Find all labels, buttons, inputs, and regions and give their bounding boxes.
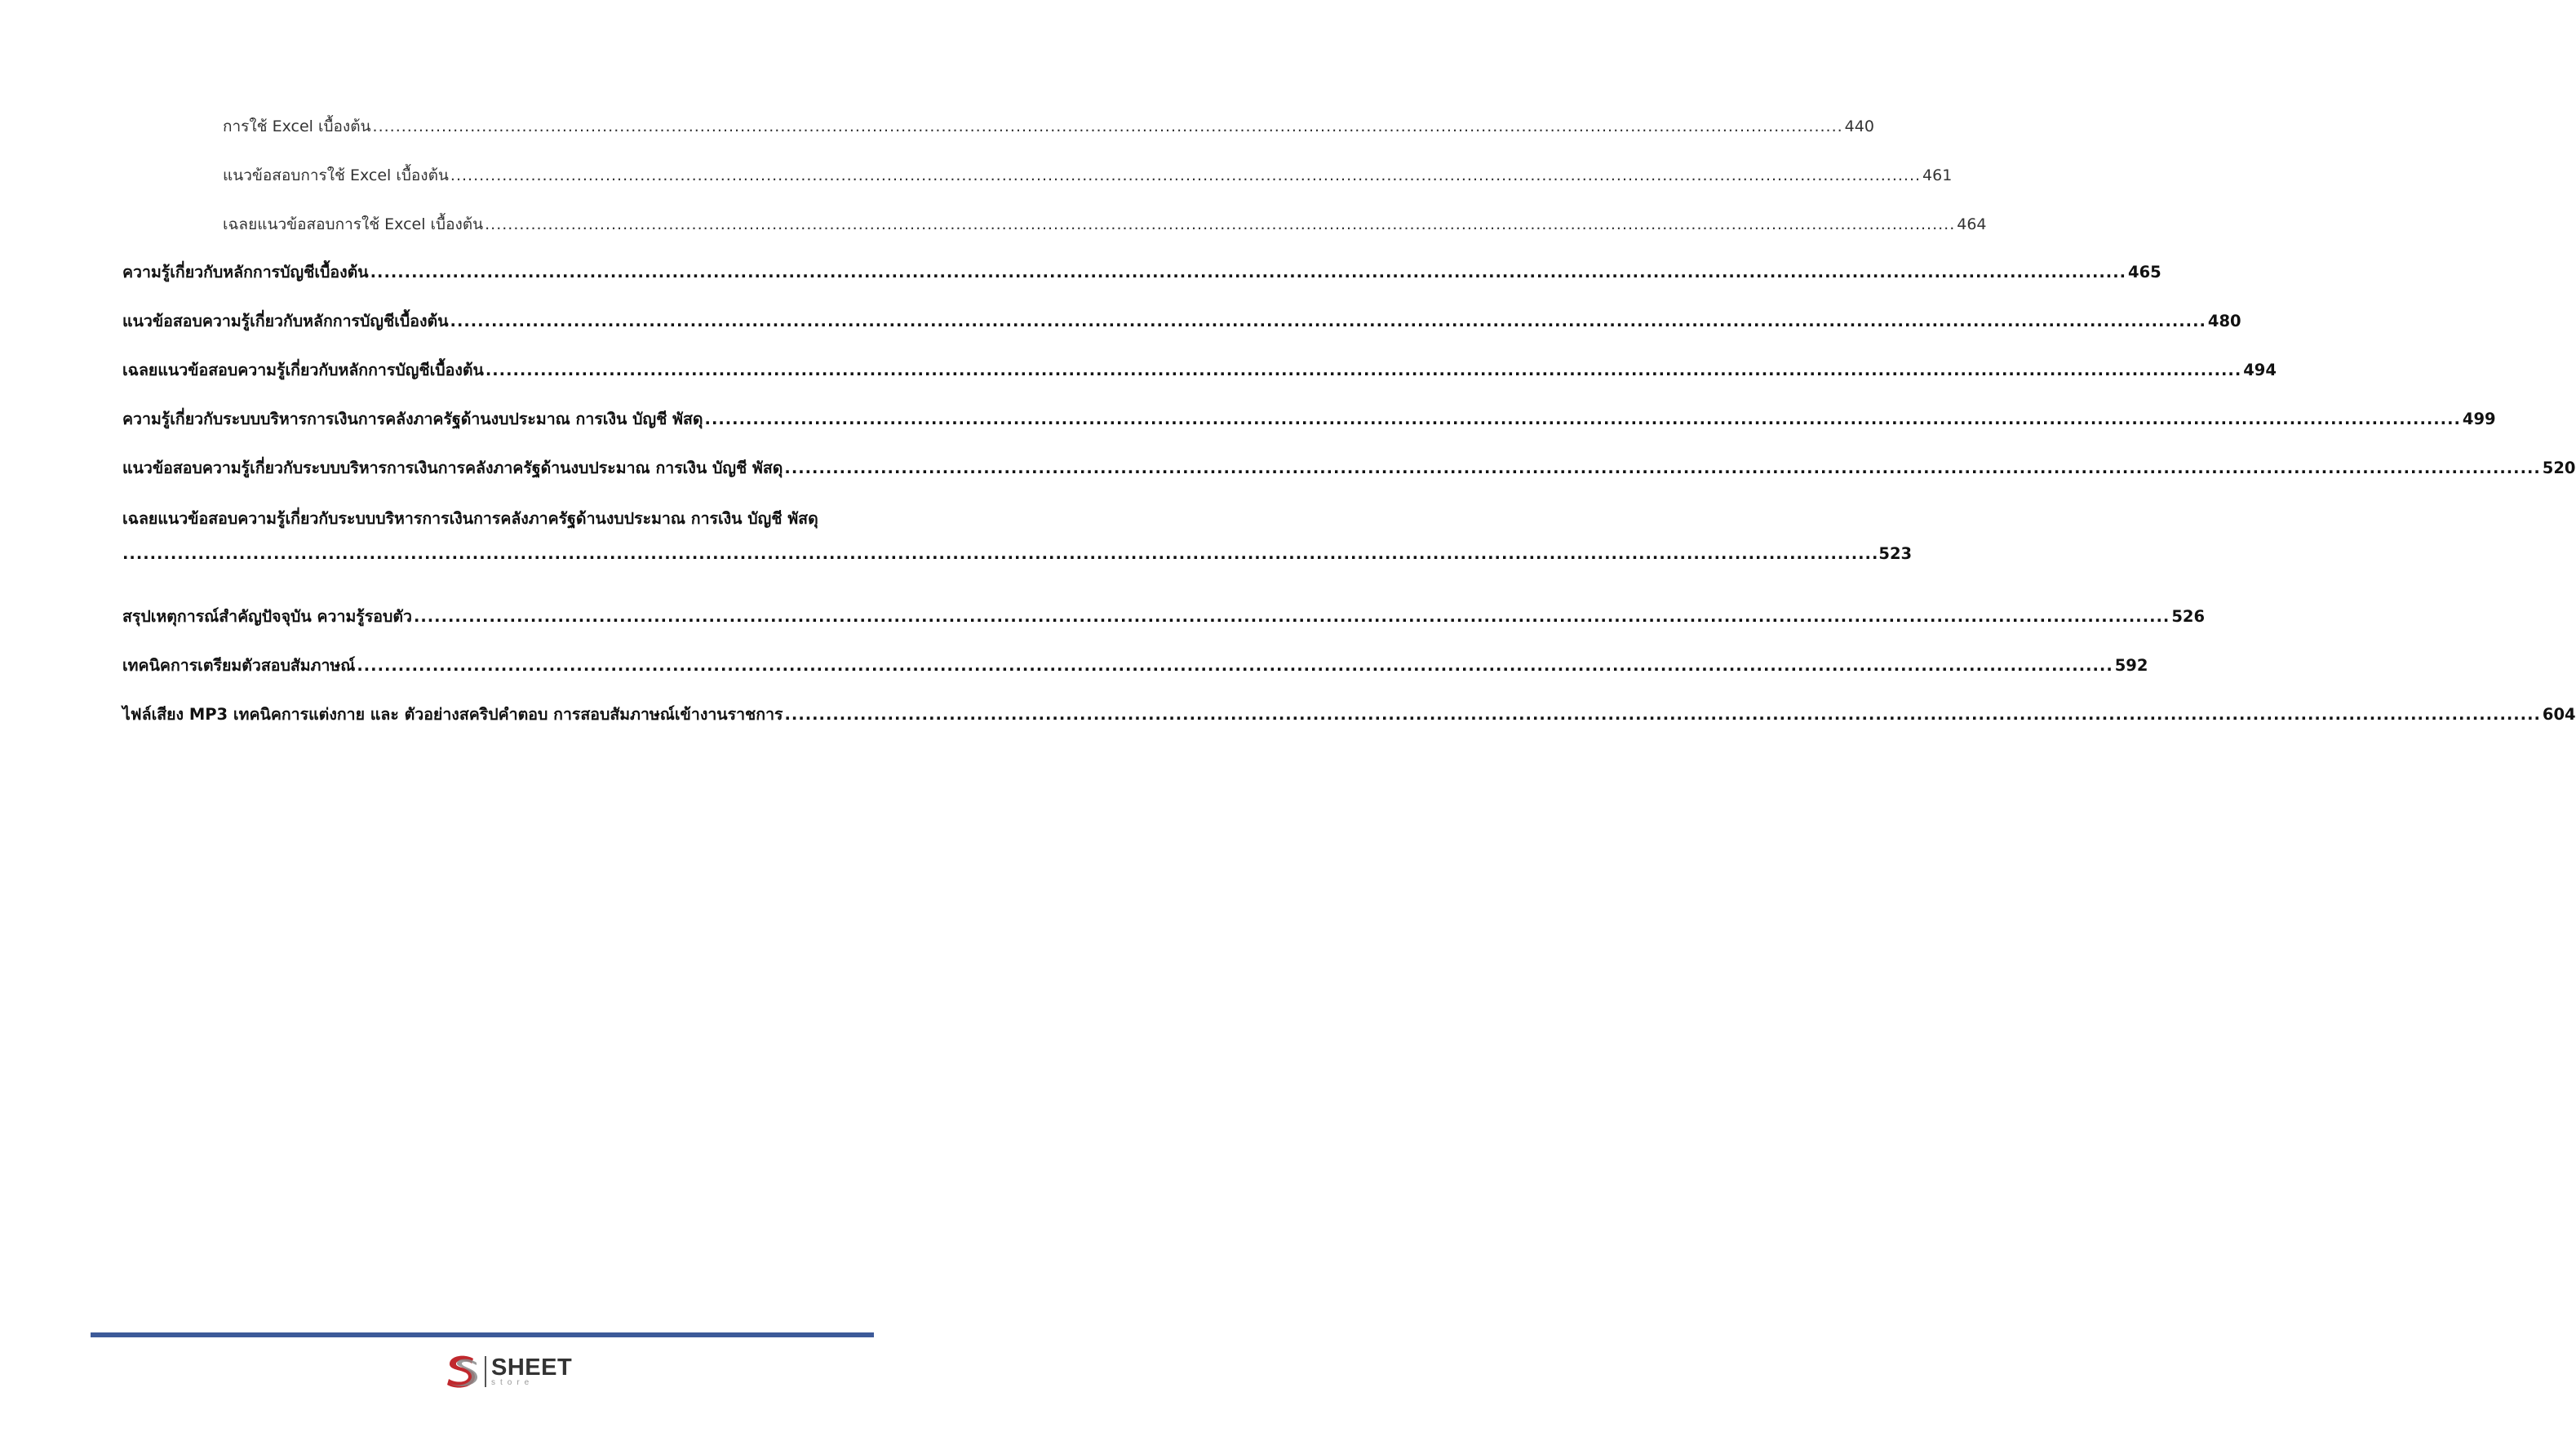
toc-entry[interactable]	[122, 653, 2148, 678]
sheet-store-logo	[441, 1351, 572, 1392]
toc-entry[interactable]	[122, 114, 1874, 139]
toc-entry[interactable]	[122, 702, 2576, 727]
toc-entry-page: 499	[2462, 410, 2496, 428]
toc-entry-page: 604	[2542, 705, 2576, 724]
toc-entry[interactable]	[122, 455, 2576, 481]
toc-entry-title: เฉลยแนวข้อสอบความรู้เกี่ยวกับหลักการบัญชีเบื้องต้น	[122, 361, 484, 379]
toc-entry-title: เฉลยแนวข้อสอบการใช้ Excel เบื้องต้น	[223, 215, 484, 233]
dot-leader: ................................................................................................................................................................................................................................................................	[122, 544, 1879, 563]
toc-entry-title: เฉลยแนวข้อสอบความรู้เกี่ยวกับระบบบริหารการเงินการคลังภาครัฐด้านงบประมาณ การเงิน บัญชี พัสดุ	[122, 509, 818, 528]
toc-entry-title: ไฟล์เสียง MP3 เทคนิคการแต่งกาย และ ตัวอย่างสคริปคำตอบ การสอบสัมภาษณ์เข้างานราชการ	[122, 705, 783, 724]
toc-entry-continuation	[122, 544, 1913, 563]
toc-entry-title: แนวข้อสอบความรู้เกี่ยวกับหลักการบัญชีเบื้องต้น	[122, 312, 449, 330]
toc-entry-page: 520	[2542, 459, 2576, 477]
toc-entry-page: 592	[2114, 656, 2148, 675]
dot-leader: ................................................................................................................................................................................................................................................................	[372, 117, 1843, 135]
toc-entry[interactable]	[122, 357, 2277, 383]
toc-entry-title: เทคนิคการเตรียมตัวสอบสัมภาษณ์	[122, 656, 356, 675]
dot-leader: ................................................................................................................................................................................................................................................................	[450, 312, 2206, 330]
toc-entry-title: แนวข้อสอบความรู้เกี่ยวกับระบบบริหารการเงินการคลังภาครัฐด้านงบประมาณ การเงิน บัญชี พัสดุ	[122, 459, 783, 477]
dot-leader: ................................................................................................................................................................................................................................................................	[357, 656, 2113, 675]
logo-subword: store	[491, 1378, 534, 1387]
dot-leader: ................................................................................................................................................................................................................................................................	[450, 166, 1922, 184]
toc-entry[interactable]	[122, 406, 2496, 432]
toc-entry-title: การใช้ Excel เบื้องต้น	[223, 117, 371, 135]
toc-entry[interactable]	[122, 212, 1987, 237]
dot-leader: ................................................................................................................................................................................................................................................................	[485, 215, 1956, 233]
logo-divider	[485, 1356, 486, 1387]
dot-leader: ................................................................................................................................................................................................................................................................	[370, 263, 2127, 282]
toc-entry-title: สรุปเหตุการณ์สำคัญปัจจุบัน ความรู้รอบตัว	[122, 607, 412, 626]
dot-leader: ................................................................................................................................................................................................................................................................	[784, 459, 2541, 477]
toc-entry-page: 461	[1922, 166, 1953, 184]
toc-entry-page: 480	[2207, 312, 2241, 330]
toc-entry-title: ความรู้เกี่ยวกับหลักการบัญชีเบื้องต้น	[122, 263, 369, 282]
toc-entry-page: 523	[1878, 544, 1913, 563]
dot-leader: ................................................................................................................................................................................................................................................................	[485, 361, 2242, 379]
toc-entry-wrapped[interactable]	[122, 506, 1913, 563]
toc-entry[interactable]	[122, 259, 2161, 285]
toc-entry[interactable]	[122, 604, 2206, 629]
toc-entry[interactable]	[122, 163, 1953, 188]
footer-rule	[91, 1332, 874, 1337]
toc-entry[interactable]	[122, 308, 2241, 334]
dot-leader: ................................................................................................................................................................................................................................................................	[784, 705, 2541, 724]
toc-entry-title: ความรู้เกี่ยวกับระบบบริหารการเงินการคลังภาครัฐด้านงบประมาณ การเงิน บัญชี พัสดุ	[122, 410, 703, 428]
logo-wordmark	[491, 1356, 572, 1387]
dot-leader: ................................................................................................................................................................................................................................................................	[704, 410, 2461, 428]
sheet-logo-icon	[441, 1351, 481, 1392]
toc-entry-page: 440	[1844, 117, 1874, 135]
toc-entry-page: 465	[2128, 263, 2161, 282]
logo-word: SHEET	[491, 1354, 573, 1381]
toc-entry-page: 464	[1957, 215, 1987, 233]
toc-entry-title: แนวข้อสอบการใช้ Excel เบื้องต้น	[223, 166, 449, 184]
dot-leader: ................................................................................................................................................................................................................................................................	[413, 607, 2170, 626]
toc-entry-page: 494	[2243, 361, 2277, 379]
toc-entry-page: 526	[2171, 607, 2206, 626]
